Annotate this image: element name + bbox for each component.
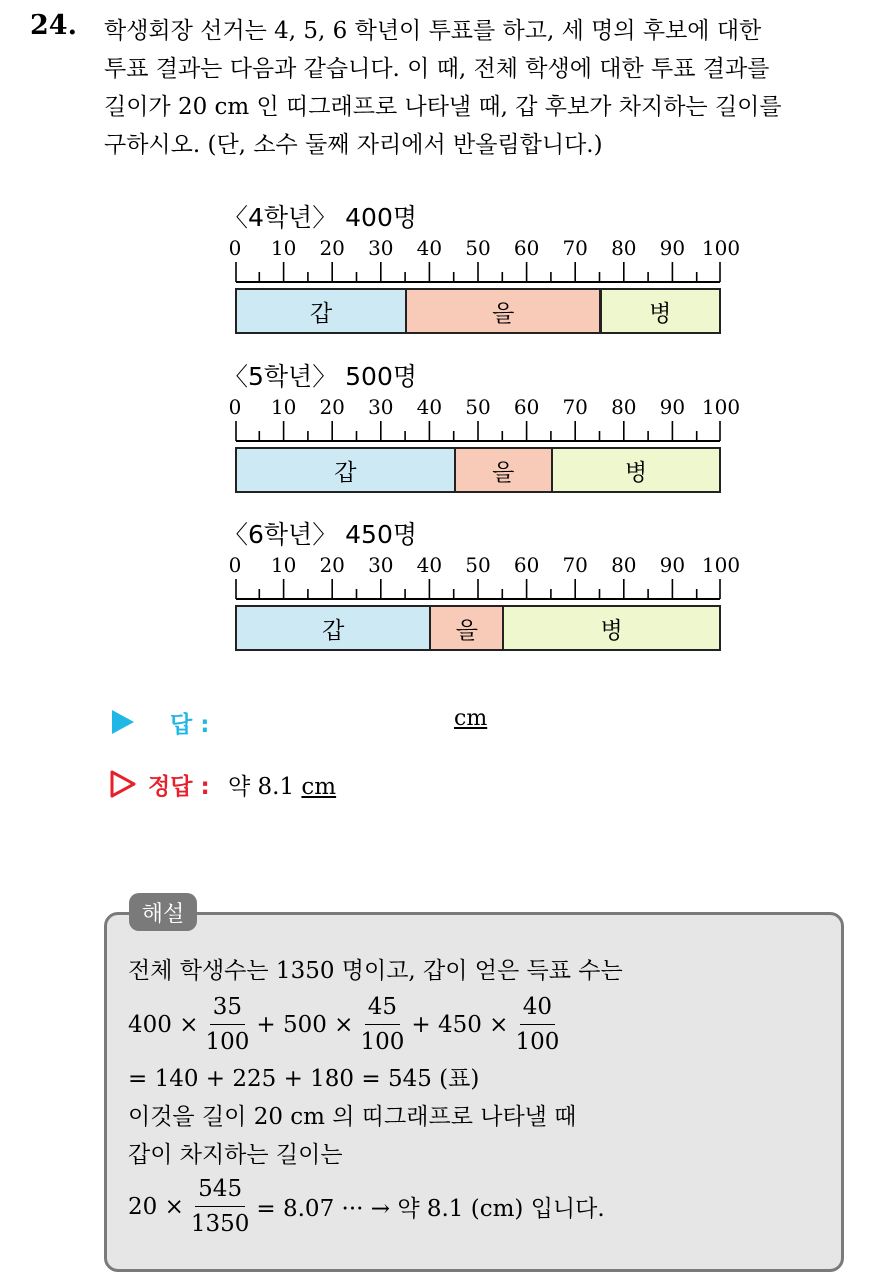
tick-label: 60: [513, 236, 540, 260]
expr-term-2: + 500 ×: [256, 1011, 354, 1038]
tick-label: 50: [465, 553, 491, 577]
question-line-3: 길이가 20 cm 인 띠그래프로 나타낼 때, 갑 후보가 차지하는 길이를: [104, 94, 782, 120]
band-chart-grade-5: [200, 357, 760, 507]
segment-gap: 갑: [235, 605, 431, 651]
tick-label: 100: [701, 236, 741, 260]
tick-label: 100: [701, 395, 741, 419]
correct-label: 정답 :: [148, 774, 210, 800]
tick-label: 0: [228, 395, 242, 419]
tick-label: 40: [416, 553, 443, 577]
explanation-line-4: 이것을 길이 20 cm 의 띠그래프로 나타낼 때: [128, 1104, 577, 1130]
explanation-line-3: = 140 + 225 + 180 = 545 (표): [128, 1066, 480, 1092]
answer-label: 답 :: [170, 712, 210, 738]
answer-row: [112, 704, 612, 740]
segment-gap: 갑: [235, 447, 456, 493]
tick-label: 20: [319, 236, 345, 260]
tick-labels: [228, 236, 741, 260]
segment-eul: 을: [405, 288, 601, 334]
tick-label: 50: [465, 236, 491, 260]
correct-value: [228, 768, 336, 801]
correct-unit: cm: [301, 774, 337, 800]
explanation-final: [128, 1174, 605, 1239]
tick-label: 60: [513, 553, 540, 577]
tick-label: 30: [368, 395, 394, 419]
segment-byeong: 병: [551, 447, 721, 493]
expr-term-1: 400 ×: [128, 1011, 199, 1038]
tick-labels: [228, 395, 741, 419]
band-bar: [235, 447, 721, 493]
tick-label: 70: [562, 236, 588, 260]
correct-answer-row: [110, 766, 610, 802]
denominator: 100: [360, 1029, 405, 1055]
segment-eul: 을: [429, 605, 504, 651]
outline-triangle-icon: [110, 770, 136, 798]
play-triangle-icon: [112, 710, 134, 734]
chart-title: 〈6학년〉 450명: [223, 520, 418, 549]
fraction: [357, 992, 407, 1057]
numerator: 45: [365, 992, 400, 1025]
tick-label: 80: [611, 553, 637, 577]
tick-label: 20: [319, 553, 345, 577]
tick-label: 10: [270, 395, 297, 419]
tick-label: 0: [228, 553, 242, 577]
question-line-2: 투표 결과는 다음과 같습니다. 이 때, 전체 학생에 대한 투표 결과를: [104, 56, 770, 82]
tick-label: 90: [659, 236, 686, 260]
segment-gap: 갑: [235, 288, 407, 334]
expr-term-3: + 450 ×: [411, 1011, 509, 1038]
tick-label: 30: [368, 553, 394, 577]
denominator: 100: [515, 1029, 560, 1055]
question-line-1: 학생회장 선거는 4, 5, 6 학년이 투표를 하고, 세 명의 후보에 대한: [104, 18, 762, 44]
tick-label: 30: [368, 236, 394, 260]
tick-label: 90: [659, 395, 686, 419]
fraction: [202, 992, 252, 1057]
numerator: 40: [520, 992, 555, 1025]
numerator: 35: [210, 992, 245, 1025]
chart-title: 〈5학년〉 500명: [223, 362, 418, 391]
final-term-2: = 8.07 ··· → 약 8.1 (cm) 입니다.: [256, 1196, 605, 1222]
tick-label: 50: [465, 395, 491, 419]
tick-label: 0: [228, 236, 242, 260]
explanation-line-1: 전체 학생수는 1350 명이고, 갑이 얻은 득표 수는: [128, 958, 623, 984]
ruler: [235, 577, 721, 601]
denominator: 100: [205, 1029, 250, 1055]
band-chart-grade-6: [200, 515, 760, 665]
explanation-expression: [128, 992, 566, 1057]
tick-label: 80: [611, 395, 637, 419]
ruler: [235, 260, 721, 284]
correct-number: 약 8.1: [228, 774, 295, 800]
segment-eul: 을: [454, 447, 553, 493]
tick-labels: [228, 553, 741, 577]
tick-label: 90: [659, 553, 686, 577]
segment-byeong: 병: [600, 288, 722, 334]
question-line-4: 구하시오. (단, 소수 둘째 자리에서 반올림합니다.): [104, 132, 603, 158]
explanation-tag: 해설: [129, 893, 197, 931]
tick-label: 80: [611, 236, 637, 260]
numerator: 545: [195, 1174, 245, 1207]
tick-label: 70: [562, 553, 588, 577]
tick-label: 40: [416, 395, 443, 419]
question-number: 24.: [30, 10, 77, 41]
tick-label: 20: [319, 395, 345, 419]
tick-label: 10: [270, 236, 297, 260]
tick-label: 10: [270, 553, 297, 577]
band-chart-grade-4: [200, 198, 760, 348]
ruler: [235, 419, 721, 443]
chart-title: 〈4학년〉 400명: [223, 203, 418, 232]
segment-byeong: 병: [502, 605, 721, 651]
fraction: [188, 1174, 253, 1239]
band-bar: [235, 605, 721, 651]
final-term-1: 20 ×: [128, 1193, 184, 1220]
fraction: [512, 992, 562, 1057]
denominator: 1350: [190, 1211, 250, 1237]
explanation-line-5: 갑이 차지하는 길이는: [128, 1142, 343, 1168]
tick-label: 70: [562, 395, 588, 419]
tick-label: 60: [513, 395, 540, 419]
band-bar: [235, 288, 721, 334]
answer-unit: cm: [454, 706, 488, 731]
tick-label: 100: [701, 553, 741, 577]
tick-label: 40: [416, 236, 443, 260]
